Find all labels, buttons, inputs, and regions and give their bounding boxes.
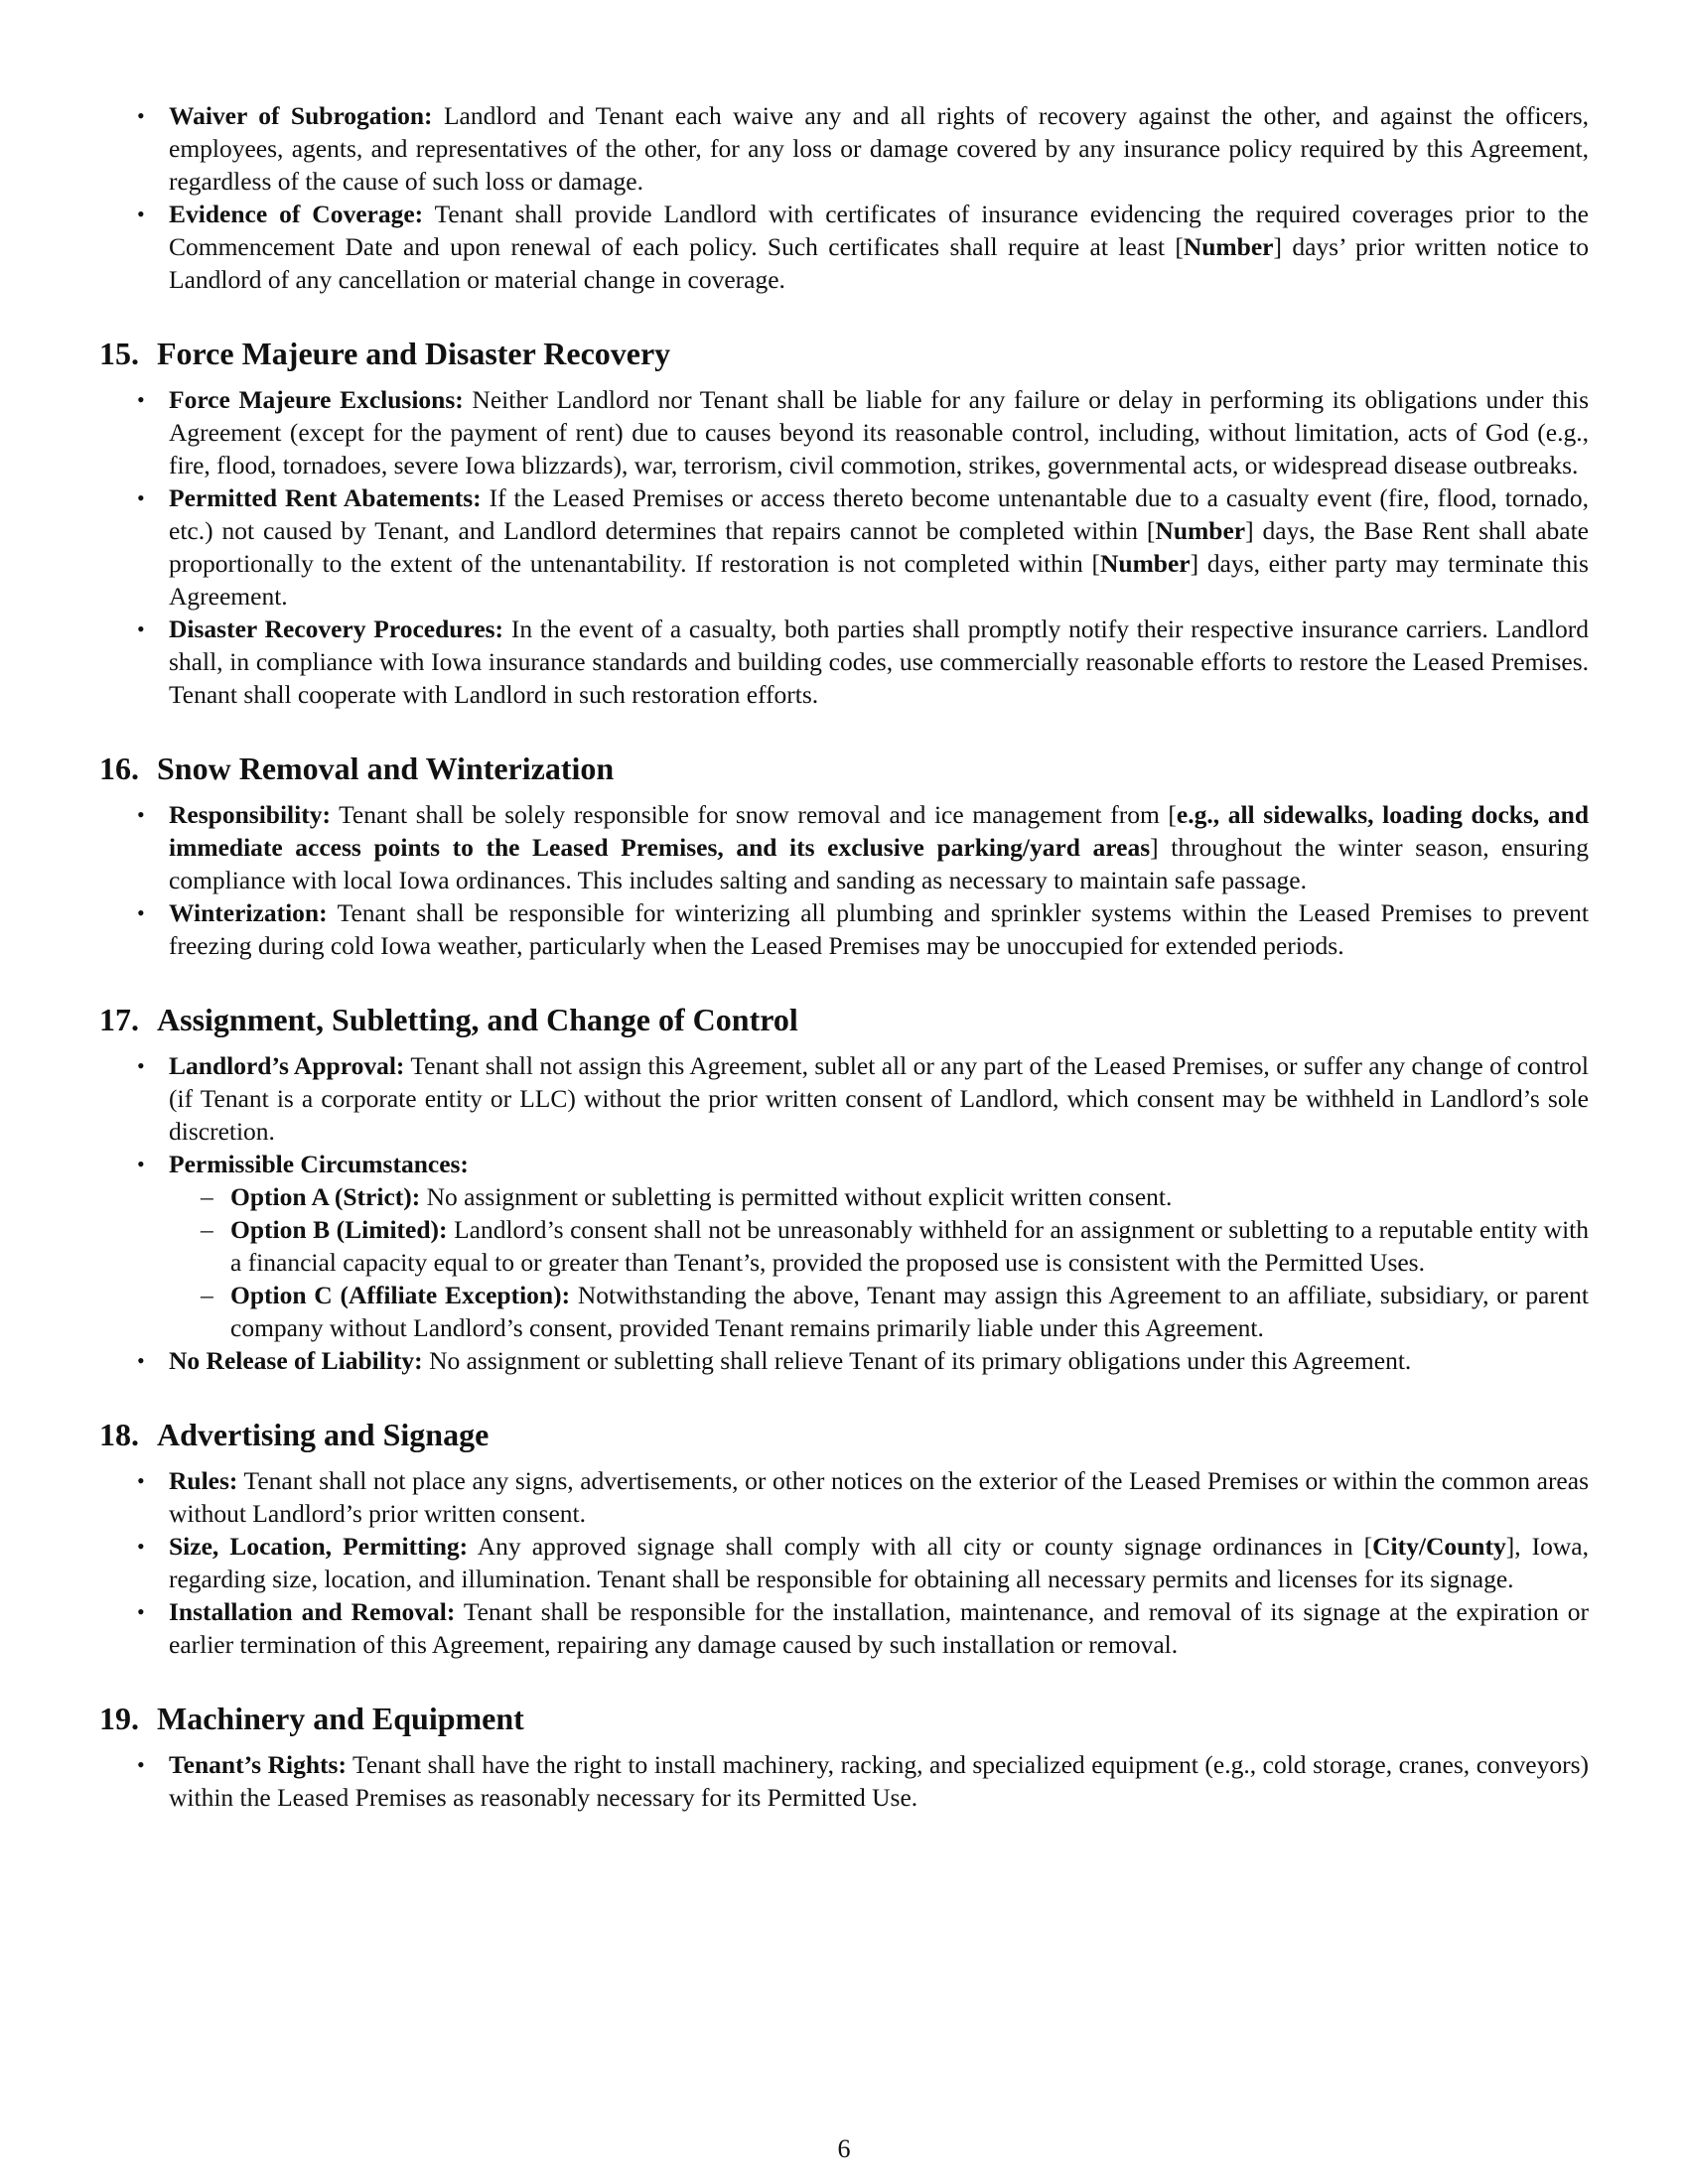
item-text-continued: ] days’ prior written notice to Landlord of any cancellation or material change in coverage.: [169, 232, 1589, 294]
list-item-no-release-of-liability: [99, 1344, 1589, 1377]
section-title-text: Snow Removal and Winterization: [157, 751, 615, 786]
section-number: 18.: [99, 1417, 139, 1452]
section-number: 15.: [99, 336, 139, 371]
item-label: Permitted Rent Abatements:: [169, 483, 482, 512]
item-text: No assignment or subletting shall relieve Tenant of its primary obligations under this Agreement.: [422, 1346, 1412, 1375]
item-text: Landlord and Tenant each waive any and all rights of recovery against the other, and against the officers, employees, agents, and representatives of the other, for any loss or damage covered by any insurance policy required by this Agreement, regardless of the cause of such loss or damage.: [169, 101, 1589, 196]
section-heading: [99, 1699, 1589, 1738]
section-title-text: Advertising and Signage: [157, 1417, 490, 1452]
list-item-evidence-of-coverage: [99, 198, 1589, 296]
option-label: Option C (Affiliate Exception):: [230, 1281, 571, 1309]
option-a: [169, 1180, 1589, 1213]
options-list: [169, 1180, 1589, 1344]
section-18: [99, 1415, 1589, 1661]
list-item-landlords-approval: [99, 1049, 1589, 1148]
placeholder-number: Number: [1183, 232, 1274, 261]
section-heading: [99, 334, 1589, 373]
page-number: 6: [837, 2134, 851, 2163]
section-15-list: [99, 383, 1589, 711]
item-label: Installation and Removal:: [169, 1597, 456, 1626]
item-text: Tenant shall be responsible for winterizing all plumbing and sprinkler systems within the Leased Premises to prevent freezing during cold Iowa weather, particularly when the Leased Premises may be unoccupied for extended periods.: [169, 898, 1589, 960]
item-label: Size, Location, Permitting:: [169, 1532, 469, 1561]
section-17-list: [99, 1049, 1589, 1377]
option-b: [169, 1213, 1589, 1279]
section-15: [99, 334, 1589, 711]
list-item-tenants-rights: [99, 1748, 1589, 1814]
list-item-responsibility: [99, 798, 1589, 896]
item-text-continued: ] throughout the winter season, ensuring compliance with local Iowa ordinances. This includes salting and sanding as necessary to maintain safe passage.: [169, 833, 1589, 894]
section-18-list: [99, 1464, 1589, 1661]
item-text: Tenant shall be solely responsible for snow removal and ice management from [: [330, 800, 1177, 829]
list-item-rules: [99, 1464, 1589, 1530]
item-label: Winterization:: [169, 898, 328, 927]
item-text: Any approved signage shall comply with all city or county signage ordinances in [: [468, 1532, 1373, 1561]
placeholder-city-county: City/County: [1372, 1532, 1506, 1561]
section-title-text: Assignment, Subletting, and Change of Control: [157, 1002, 798, 1037]
item-text: Tenant shall not place any signs, advertisements, or other notices on the exterior of the Leased Premises or within the common areas without Landlord’s prior written consent.: [169, 1466, 1589, 1528]
option-text: No assignment or subletting is permitted without explicit written consent.: [420, 1182, 1173, 1211]
item-label: Responsibility:: [169, 800, 331, 829]
item-text: Tenant shall have the right to install machinery, racking, and specialized equipment (e.g., cold storage, cranes, conveyors) within the Leased Premises as reasonably necessary for its Permitted Use.: [169, 1750, 1589, 1812]
item-label: Landlord’s Approval:: [169, 1051, 405, 1080]
item-text: Tenant shall provide Landlord with certificates of insurance evidencing the required coverages prior to the Commencement Date and upon renewal of each policy. Such certificates shall require at least [: [169, 200, 1589, 261]
section-number: 16.: [99, 751, 139, 786]
section-title-text: Machinery and Equipment: [157, 1701, 524, 1736]
placeholder-number: Number: [1099, 549, 1191, 578]
item-text: In the event of a casualty, both parties shall promptly notify their respective insurance carriers. Landlord shall, in compliance with Iowa insurance standards and building codes, use commercially reasonable efforts to restore the Leased Premises. Tenant shall cooperate with Landlord in such restoration efforts.: [169, 614, 1589, 709]
section-19-list: [99, 1748, 1589, 1814]
section-heading: [99, 1415, 1589, 1454]
list-item-installation-and-removal: [99, 1595, 1589, 1661]
section-19: [99, 1699, 1589, 1814]
option-c: [169, 1279, 1589, 1344]
section-17: [99, 1000, 1589, 1377]
item-label: Force Majeure Exclusions:: [169, 385, 464, 414]
list-item-size-location-permitting: [99, 1530, 1589, 1595]
section-number: 19.: [99, 1701, 139, 1736]
list-item-waiver-of-subrogation: [99, 99, 1589, 198]
item-text-continued: ], Iowa, regarding size, location, and illumination. Tenant shall be responsible for obtaining all necessary permits and licenses for its signage.: [169, 1532, 1589, 1593]
item-label: Tenant’s Rights:: [169, 1750, 347, 1779]
option-label: Option A (Strict):: [230, 1182, 421, 1211]
item-text-end: ] days, either party may terminate this Agreement.: [169, 549, 1589, 611]
section-heading: [99, 1000, 1589, 1039]
option-label: Option B (Limited):: [230, 1215, 448, 1244]
list-item-permissible-circumstances: [99, 1148, 1589, 1344]
item-label: No Release of Liability:: [169, 1346, 423, 1375]
option-text: Notwithstanding the above, Tenant may assign this Agreement to an affiliate, subsidiary, or parent company without Landlord’s consent, provided Tenant remains primarily liable under this Agreement.: [230, 1281, 1589, 1342]
item-text: If the Leased Premises or access thereto become untenantable due to a casualty event (fire, flood, tornado, etc.) not caused by Tenant, and Landlord determines that repairs cannot be completed within [: [169, 483, 1590, 545]
item-label: Waiver of Subrogation:: [169, 101, 433, 130]
item-label: Permissible Circumstances:: [169, 1150, 469, 1178]
list-item-force-majeure-exclusions: [99, 383, 1589, 481]
list-item-disaster-recovery-procedures: [99, 613, 1589, 711]
item-text: Tenant shall not assign this Agreement, sublet all or any part of the Leased Premises, or suffer any change of control (if Tenant is a corporate entity or LLC) without the prior written consent of Landlord, which consent may be withheld in Landlord’s sole discretion.: [169, 1051, 1589, 1146]
list-item-winterization: [99, 896, 1589, 962]
section-16-list: [99, 798, 1589, 962]
item-text: Tenant shall be responsible for the installation, maintenance, and removal of its signage at the expiration or earlier termination of this Agreement, repairing any damage caused by such installation or removal.: [169, 1597, 1589, 1659]
option-text: Landlord’s consent shall not be unreasonably withheld for an assignment or subletting to a reputable entity with a financial capacity equal to or greater than Tenant’s, provided the proposed use is consistent with the Permitted Uses.: [230, 1215, 1589, 1277]
section-heading: [99, 749, 1589, 788]
section-14-list: [99, 99, 1589, 296]
list-item-permitted-rent-abatements: [99, 481, 1589, 613]
item-label: Disaster Recovery Procedures:: [169, 614, 504, 643]
section-number: 17.: [99, 1002, 139, 1037]
section-14-continued: [99, 99, 1589, 296]
placeholder-areas: e.g., all sidewalks, loading docks, and immediate access points to the Leased Premises, and its exclusive parking/yard areas: [169, 800, 1590, 862]
item-text-continued: ] days, the Base Rent shall abate proportionally to the extent of the untenantability. If restoration is not completed within [: [169, 516, 1589, 578]
placeholder-number: Number: [1155, 516, 1246, 545]
section-16: [99, 749, 1589, 962]
item-text: Neither Landlord nor Tenant shall be liable for any failure or delay in performing its obligations under this Agreement (except for the payment of rent) due to causes beyond its reasonable control, including, without limitation, acts of God (e.g., fire, flood, tornadoes, severe Iowa blizzards), war, terrorism, civil commotion, strikes, governmental acts, or widespread disease outbreaks.: [169, 385, 1589, 479]
section-title-text: Force Majeure and Disaster Recovery: [157, 336, 671, 371]
item-label: Rules:: [169, 1466, 238, 1495]
item-label: Evidence of Coverage:: [169, 200, 424, 228]
document-page: [99, 99, 1589, 1843]
